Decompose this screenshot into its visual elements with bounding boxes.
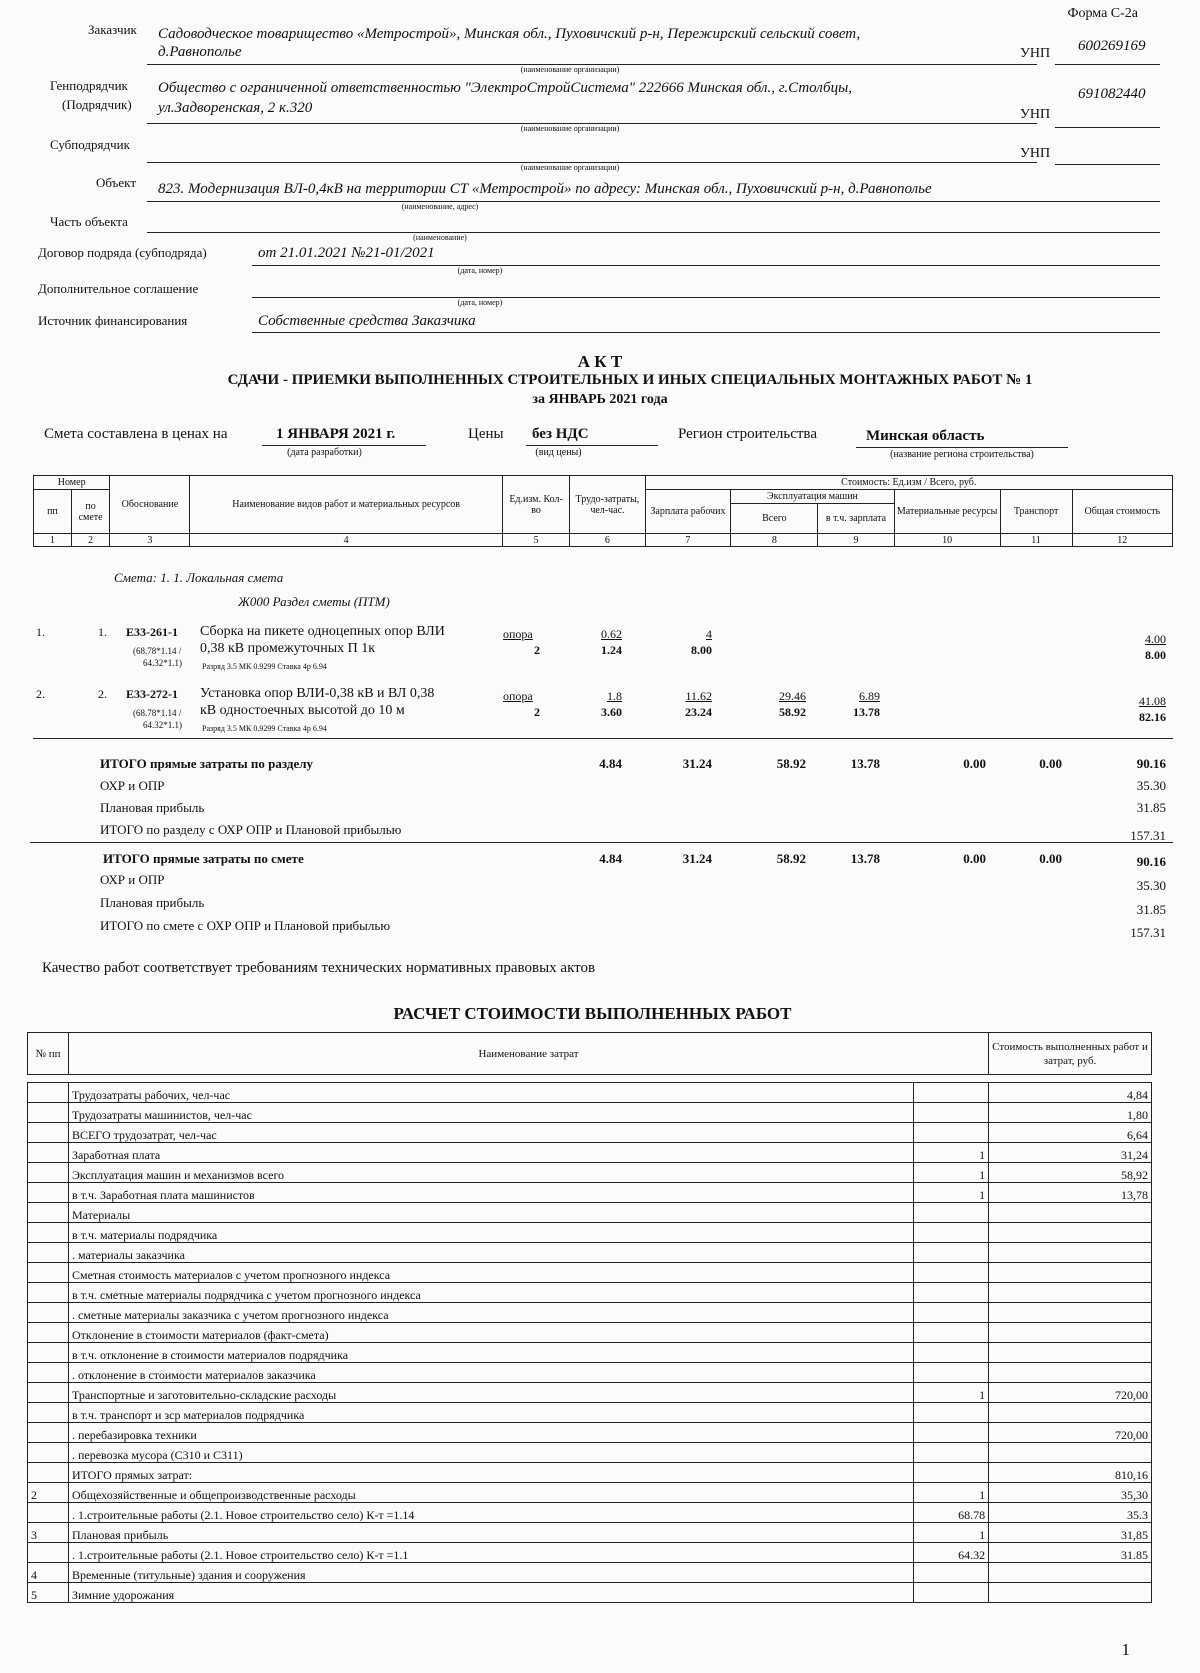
- estimate-line: Смета: 1. 1. Локальная смета: [114, 570, 284, 585]
- th-col-num: 11: [1000, 534, 1072, 547]
- item-total-unit: 4.00: [1145, 632, 1166, 646]
- calc-row: [28, 1323, 1152, 1343]
- contractor-label: Генподрядчик: [50, 78, 128, 93]
- item-labor-total: 1.24: [601, 643, 622, 657]
- calc-row-no: [28, 1383, 69, 1403]
- th-col-num: 3: [110, 534, 190, 547]
- item-coef-2: 64.32*1.1): [143, 658, 182, 668]
- th-transport: Транспорт: [1000, 490, 1072, 534]
- region-caption: (название региона строительства): [890, 449, 1034, 460]
- th-materials: Материальные ресурсы: [894, 490, 1000, 534]
- calc-row-no: [28, 1423, 69, 1443]
- calc-row-no: [28, 1343, 69, 1363]
- calc-row: [28, 1183, 1152, 1203]
- item-pp: 1.: [36, 625, 45, 639]
- calc-row: [28, 1403, 1152, 1423]
- calc-row-value: [989, 1583, 1152, 1603]
- calc-row-no: [28, 1403, 69, 1423]
- customer-unp: 600269169: [1078, 38, 1146, 54]
- customer-name-2: д.Равнополье: [158, 44, 242, 60]
- calc-row-coef: 1: [914, 1183, 989, 1203]
- item-labor-unit: 1.8: [607, 689, 622, 703]
- th-col-num: 2: [71, 534, 110, 547]
- estimate-grand-row: [0, 918, 1200, 938]
- section-wage: 31.24: [682, 756, 712, 771]
- item-wage-total: 23.24: [685, 705, 712, 719]
- calc-row-name: Отклонение в стоимости материалов (факт-смета): [68, 1323, 913, 1343]
- section-labor: 4.84: [599, 756, 622, 771]
- calc-row-no: [28, 1303, 69, 1323]
- th-cost-group: Стоимость: Ед.изм / Всего, руб.: [645, 476, 1172, 490]
- calc-row-value: 6,64: [989, 1123, 1152, 1143]
- customer-label: Заказчик: [88, 22, 137, 37]
- calc-row-no: 3: [28, 1523, 69, 1543]
- calc-row-name: Временные (титульные) здания и сооружения: [68, 1563, 913, 1583]
- works-table-header: [33, 475, 1173, 547]
- section-grand: 157.31: [1130, 828, 1166, 843]
- th-col-num: 5: [502, 534, 569, 547]
- calc-row-name: . сметные материалы заказчика с учетом прогнозного индекса: [68, 1303, 913, 1323]
- calc-row: [28, 1123, 1152, 1143]
- calc-row-name: в т.ч. Заработная плата машинистов: [68, 1183, 913, 1203]
- calc-row-no: [28, 1363, 69, 1383]
- th-col-num: 4: [190, 534, 502, 547]
- calc-row-no: [28, 1263, 69, 1283]
- section-profit-row: [0, 800, 1200, 820]
- calc-row-coef: [914, 1083, 989, 1103]
- act-period: за ЯНВАРЬ 2021 года: [532, 392, 668, 407]
- part-label: Часть объекта: [50, 214, 128, 229]
- calc-row-value: 58,92: [989, 1163, 1152, 1183]
- calc-row-name: в т.ч. транспорт и зср материалов подрядчика: [68, 1403, 913, 1423]
- section-grand-row: [0, 822, 1200, 842]
- item-code: Е33-261-1: [126, 625, 178, 639]
- section-total: 90.16: [1136, 756, 1166, 771]
- th-number: Номер: [34, 476, 110, 490]
- calc-row-coef: 1: [914, 1383, 989, 1403]
- calc-row: [28, 1363, 1152, 1383]
- item-no: 2.: [98, 687, 107, 701]
- calc-row-value: 4,84: [989, 1083, 1152, 1103]
- calc-row: [28, 1103, 1152, 1123]
- th-labor: Трудо-затраты, чел-час.: [570, 476, 645, 534]
- calc-row-coef: [914, 1243, 989, 1263]
- item-machine-total: 58.92: [779, 705, 806, 719]
- section-separator: [30, 842, 1173, 843]
- section-grand-label: ИТОГО по разделу с ОХР ОПР и Плановой прибылью: [100, 822, 402, 837]
- calc-row-no: [28, 1203, 69, 1223]
- addendum-label: Дополнительное соглашение: [38, 281, 199, 296]
- item-wage-unit: 11.62: [685, 689, 712, 703]
- estimate-profit-row: [0, 895, 1200, 915]
- estimate-labor: 4.84: [599, 851, 622, 866]
- calc-row-name: Общехозяйственные и общепроизводственные расходы: [68, 1483, 913, 1503]
- calc-row: [28, 1243, 1152, 1263]
- calc-row-value: [989, 1283, 1152, 1303]
- calc-row-coef: [914, 1583, 989, 1603]
- calc-row-coef: [914, 1363, 989, 1383]
- page-number: 1: [1121, 1640, 1130, 1659]
- estimate-date: 1 ЯНВАРЯ 2021 г.: [276, 426, 396, 442]
- calc-row-coef: [914, 1403, 989, 1423]
- part-underline: [147, 232, 1160, 233]
- subcontractor-unp-line: [1055, 164, 1160, 165]
- calc-row-name: Плановая прибыль: [68, 1523, 913, 1543]
- subcontractor-label: Субподрядчик: [50, 137, 130, 152]
- item-coef: (68.78*1.14 /: [133, 646, 182, 656]
- object-caption: (наименование, адрес): [401, 202, 479, 211]
- calc-row-value: 35,30: [989, 1483, 1152, 1503]
- item-total-total: 8.00: [1145, 648, 1166, 662]
- calc-row: [28, 1203, 1152, 1223]
- item-machine-unit: 29.46: [779, 689, 806, 703]
- calc-row: [28, 1263, 1152, 1283]
- calc-row-coef: 1: [914, 1483, 989, 1503]
- item-total-total: 82.16: [1139, 710, 1166, 724]
- calc-row-no: [28, 1283, 69, 1303]
- calc-row-value: [989, 1403, 1152, 1423]
- addendum-underline: [252, 297, 1160, 298]
- item-name: Установка опор ВЛИ-0,38 кВ и ВЛ 0,38: [200, 686, 435, 701]
- calc-row-value: 31,24: [989, 1143, 1152, 1163]
- item-no: 1.: [98, 625, 107, 639]
- calc-row-no: [28, 1103, 69, 1123]
- item-total-unit: 41.08: [1139, 694, 1166, 708]
- calc-row-coef: [914, 1323, 989, 1343]
- calc-row-coef: [914, 1303, 989, 1323]
- section-direct-row: [0, 756, 1200, 776]
- item-name-2: 0,38 кВ промежуточных П 1к: [200, 641, 376, 656]
- calc-row-value: [989, 1243, 1152, 1263]
- contract-value: от 21.01.2021 №21-01/2021: [258, 245, 435, 261]
- calc-row-value: [989, 1563, 1152, 1583]
- calc-row: [28, 1163, 1152, 1183]
- th-po-smete: по смете: [71, 490, 110, 534]
- estimate-profit-label: Плановая прибыль: [100, 895, 205, 910]
- calc-row-value: 810,16: [989, 1463, 1152, 1483]
- calc-row-coef: [914, 1343, 989, 1363]
- calc-row-name: . перебазировка техники: [68, 1423, 913, 1443]
- estimate-wage: 31.24: [682, 851, 712, 866]
- section-materials: 0.00: [963, 756, 986, 771]
- estimate-grand: 157.31: [1130, 925, 1166, 940]
- finance-label: Источник финансирования: [38, 313, 188, 328]
- calc-row-no: 5: [28, 1583, 69, 1603]
- calc-title: РАСЧЕТ СТОИМОСТИ ВЫПОЛНЕННЫХ РАБОТ: [393, 1004, 792, 1023]
- calc-row-name: Трудозатраты машинистов, чел-час: [68, 1103, 913, 1123]
- calc-row-coef: [914, 1103, 989, 1123]
- calc-row-value: [989, 1223, 1152, 1243]
- calc-row-coef: [914, 1123, 989, 1143]
- item-labor-unit: 0.62: [601, 627, 622, 641]
- item-coef: (68.78*1.14 /: [133, 708, 182, 718]
- calc-row-coef: [914, 1463, 989, 1483]
- calc-head-no: № пп: [28, 1033, 69, 1075]
- work-item: [0, 686, 1200, 746]
- calc-row-coef: 64.32: [914, 1543, 989, 1563]
- estimate-machine-wage: 13.78: [850, 851, 880, 866]
- estimate-grand-label: ИТОГО по смете с ОХР ОПР и Плановой прибылью: [100, 918, 391, 933]
- th-col-num: 8: [731, 534, 818, 547]
- addendum-caption: (дата, номер): [457, 298, 503, 307]
- form-number: Форма С-2а: [1067, 6, 1138, 21]
- estimate-caption: (дата разработки): [287, 447, 362, 458]
- th-name: Наименование видов работ и материальных ресурсов: [190, 476, 502, 534]
- estimate-total: 90.16: [1136, 854, 1166, 869]
- calc-row-no: [28, 1183, 69, 1203]
- contractor-unp-label: УНП: [1020, 107, 1051, 122]
- items-separator: [33, 738, 1173, 739]
- calc-row: [28, 1463, 1152, 1483]
- th-wage: Зарплата рабочих: [645, 490, 731, 534]
- calc-row-name: Заработная плата: [68, 1143, 913, 1163]
- quality-note: Качество работ соответствует требованиям технических нормативных правовых актов: [42, 960, 596, 976]
- calc-row-name: . отклонение в стоимости материалов заказчика: [68, 1363, 913, 1383]
- item-name: Сборка на пикете одноцепных опор ВЛИ: [200, 624, 445, 639]
- section-machine-wage: 13.78: [850, 756, 880, 771]
- calc-row: [28, 1383, 1152, 1403]
- section-ohr: 35.30: [1136, 778, 1166, 793]
- item-machine-wage-total: 13.78: [853, 705, 880, 719]
- customer-name: Садоводческое товарищество «Метрострой», Минская обл., Пуховичский р-н, Пережирский сельский совет,: [158, 26, 861, 42]
- item-rate: Разряд 3.5 МК 0.9299 Ставка 4р 6.94: [202, 724, 327, 733]
- calc-row-coef: [914, 1423, 989, 1443]
- item-wage-unit: 4: [706, 627, 712, 641]
- calc-row-value: [989, 1303, 1152, 1323]
- calc-row-name: Транспортные и заготовительно-складские расходы: [68, 1383, 913, 1403]
- calc-row-coef: 1: [914, 1163, 989, 1183]
- calc-head-cost: Стоимость выполненных работ и затрат, руб.: [989, 1033, 1152, 1075]
- calc-row-name: . 1.строительные работы (2.1. Новое строительство село) К-т =1.1: [68, 1543, 913, 1563]
- calc-row-coef: [914, 1563, 989, 1583]
- finance-underline: [252, 332, 1160, 333]
- calc-rows: [28, 1083, 1152, 1603]
- calc-row-value: 1,80: [989, 1103, 1152, 1123]
- calc-row-value: [989, 1263, 1152, 1283]
- calc-row-value: 720,00: [989, 1383, 1152, 1403]
- calc-row-name: . 1.строительные работы (2.1. Новое строительство село) К-т =1.14: [68, 1503, 913, 1523]
- calc-row-name: в т.ч. материалы подрядчика: [68, 1223, 913, 1243]
- item-name-2: кВ одностоечных высотой до 10 м: [200, 703, 405, 718]
- calc-row-name: . перевозка мусора (С310 и С311): [68, 1443, 913, 1463]
- estimate-materials: 0.00: [963, 851, 986, 866]
- calc-row-value: 31,85: [989, 1523, 1152, 1543]
- section-profit-label: Плановая прибыль: [100, 800, 205, 815]
- th-machine-total: Всего: [731, 504, 818, 534]
- th-machine-wage: в т.ч. зарплата: [818, 504, 894, 534]
- calc-row-name: ИТОГО прямых затрат:: [68, 1463, 913, 1483]
- object-label: Объект: [96, 175, 136, 190]
- estimate-profit: 31.85: [1136, 902, 1166, 917]
- item-machine-wage-unit: 6.89: [859, 689, 880, 703]
- calc-row-coef: [914, 1203, 989, 1223]
- th-col-num: 10: [894, 534, 1000, 547]
- calc-row-name: в т.ч. отклонение в стоимости материалов подрядчика: [68, 1343, 913, 1363]
- subcontractor-caption: (наименование организации): [520, 163, 620, 172]
- calc-row-no: 4: [28, 1563, 69, 1583]
- section-ohr-row: [0, 778, 1200, 798]
- section-machine: 58.92: [776, 756, 806, 771]
- estimate-ohr: 35.30: [1136, 878, 1166, 893]
- calc-row-value: 35.3: [989, 1503, 1152, 1523]
- calc-row-name: Трудозатраты рабочих, чел-час: [68, 1083, 913, 1103]
- section-ohr-label: ОХР и ОПР: [100, 778, 165, 793]
- contractor-label-2: (Подрядчик): [62, 97, 132, 112]
- contractor-unp-line: [1055, 127, 1160, 128]
- estimate-direct-label: ИТОГО прямые затраты по смете: [103, 851, 304, 866]
- object-underline: [147, 201, 1160, 202]
- th-col-num: 7: [645, 534, 731, 547]
- calc-row-name: . материалы заказчика: [68, 1243, 913, 1263]
- contract-label: Договор подряда (субподряда): [38, 245, 207, 260]
- calc-row-value: [989, 1443, 1152, 1463]
- contract-underline: [252, 265, 1160, 266]
- section-profit: 31.85: [1136, 800, 1166, 815]
- prices-label: Цены: [468, 426, 504, 442]
- calc-row: [28, 1083, 1152, 1103]
- calc-row-coef: [914, 1263, 989, 1283]
- calc-row-no: [28, 1503, 69, 1523]
- prices-value: без НДС: [532, 426, 589, 442]
- calc-row-name: в т.ч. сметные материалы подрядчика с учетом прогнозного индекса: [68, 1283, 913, 1303]
- contract-caption: (дата, номер): [457, 266, 503, 275]
- item-labor-total: 3.60: [601, 705, 622, 719]
- calc-row: [28, 1283, 1152, 1303]
- section-transport: 0.00: [1039, 756, 1062, 771]
- calc-row: [28, 1543, 1152, 1563]
- th-col-num: 9: [818, 534, 894, 547]
- calc-row-no: [28, 1463, 69, 1483]
- calc-row-coef: 1: [914, 1143, 989, 1163]
- calc-row: [28, 1143, 1152, 1163]
- calc-row-name: Эксплуатация машин и механизмов всего: [68, 1163, 913, 1183]
- calc-row-no: 2: [28, 1483, 69, 1503]
- estimate-ohr-row: [0, 872, 1200, 892]
- customer-caption: (наименование организации): [520, 65, 620, 74]
- calc-row-no: [28, 1083, 69, 1103]
- calc-row-no: [28, 1443, 69, 1463]
- section-direct-label: ИТОГО прямые затраты по разделу: [100, 756, 314, 771]
- calc-row-value: [989, 1343, 1152, 1363]
- estimate-label: Смета составлена в ценах на: [44, 426, 228, 442]
- calc-row-no: [28, 1143, 69, 1163]
- calc-row: [28, 1503, 1152, 1523]
- calc-row-no: [28, 1243, 69, 1263]
- item-unit: опора: [503, 627, 533, 641]
- calc-row: [28, 1423, 1152, 1443]
- item-code: Е33-272-1: [126, 687, 178, 701]
- th-machine-group: Эксплуатация машин: [731, 490, 894, 504]
- prices-caption: (вид цены): [535, 447, 582, 458]
- prices-line: [526, 445, 658, 446]
- calc-gap: [28, 1075, 1152, 1083]
- estimate-machine: 58.92: [776, 851, 806, 866]
- th-col-num: 6: [570, 534, 645, 547]
- calc-row-value: 31.85: [989, 1543, 1152, 1563]
- th-unit: Ед.изм. Кол-во: [502, 476, 569, 534]
- calc-row-name: Материалы: [68, 1203, 913, 1223]
- calc-row-name: ВСЕГО трудозатрат, чел-час: [68, 1123, 913, 1143]
- contractor-unp: 691082440: [1078, 86, 1146, 102]
- th-basis: Обоснование: [110, 476, 190, 534]
- calc-row-value: 720,00: [989, 1423, 1152, 1443]
- region-line: [856, 447, 1068, 448]
- estimate-transport: 0.00: [1039, 851, 1062, 866]
- contractor-name-2: ул.Задворенская, 2 к.320: [158, 100, 313, 116]
- estimate-date-line: [262, 445, 426, 446]
- act-title: А К Т: [577, 352, 623, 371]
- item-unit: опора: [503, 689, 533, 703]
- estimate-ohr-label: ОХР и ОПР: [100, 872, 165, 887]
- calc-head-name: Наименование затрат: [68, 1033, 988, 1075]
- subcontractor-unp-label: УНП: [1020, 146, 1051, 161]
- item-pp: 2.: [36, 687, 45, 701]
- act-subtitle: СДАЧИ - ПРИЕМКИ ВЫПОЛНЕННЫХ СТРОИТЕЛЬНЫХ И ИНЫХ СПЕЦИАЛЬНЫХ МОНТАЖНЫХ РАБОТ № 1: [227, 372, 1033, 388]
- calc-row: [28, 1583, 1152, 1603]
- item-rate: Разряд 3.5 МК 0.9299 Ставка 4р 6.94: [202, 662, 327, 671]
- th-col-num: 1: [34, 534, 72, 547]
- calc-row-no: [28, 1163, 69, 1183]
- th-pp: пп: [34, 490, 72, 534]
- calc-row-coef: [914, 1443, 989, 1463]
- calc-table: [27, 1032, 1152, 1603]
- calc-row-coef: 1: [914, 1523, 989, 1543]
- item-qty: 2: [534, 705, 540, 719]
- calc-row-name: Сметная стоимость материалов с учетом прогнозного индекса: [68, 1263, 913, 1283]
- calc-row-no: [28, 1223, 69, 1243]
- contractor-caption: (наименование организации): [520, 124, 620, 133]
- calc-row: [28, 1483, 1152, 1503]
- th-total: Общая стоимость: [1072, 490, 1172, 534]
- item-qty: 2: [534, 643, 540, 657]
- calc-row-value: [989, 1363, 1152, 1383]
- calc-row-coef: 68.78: [914, 1503, 989, 1523]
- calc-row: [28, 1443, 1152, 1463]
- section-line: Ж000 Раздел сметы (ПТМ): [238, 594, 390, 609]
- region-value: Минская область: [866, 428, 985, 444]
- finance-value: Собственные средства Заказчика: [258, 313, 476, 329]
- calc-row-no: [28, 1543, 69, 1563]
- object-name: 823. Модернизация ВЛ-0,4кВ на территории СТ «Метрострой» по адресу: Минская обл., Пуховичский р-н, д.Равнополье: [158, 181, 932, 197]
- calc-row-no: [28, 1323, 69, 1343]
- calc-row-value: [989, 1323, 1152, 1343]
- calc-row: [28, 1223, 1152, 1243]
- calc-row-value: [989, 1203, 1152, 1223]
- calc-row: [28, 1303, 1152, 1323]
- region-label: Регион строительства: [678, 426, 817, 442]
- calc-row-coef: [914, 1223, 989, 1243]
- customer-unp-label: УНП: [1020, 46, 1051, 61]
- work-item: [0, 624, 1200, 684]
- calc-row-value: 13,78: [989, 1183, 1152, 1203]
- item-wage-total: 8.00: [691, 643, 712, 657]
- estimate-direct-row: [0, 851, 1200, 871]
- customer-unp-line: [1055, 64, 1160, 65]
- calc-row: [28, 1563, 1152, 1583]
- item-coef-2: 64.32*1.1): [143, 720, 182, 730]
- calc-row: [28, 1343, 1152, 1363]
- part-caption: (наименование): [413, 233, 467, 242]
- calc-row: [28, 1523, 1152, 1543]
- calc-row-name: Зимние удорожания: [68, 1583, 913, 1603]
- calc-row-coef: [914, 1283, 989, 1303]
- calc-row-no: [28, 1123, 69, 1143]
- contractor-name: Общество с ограниченной ответственностью "ЭлектроСтройСистема" 222666 Минская обл., г.Столбцы,: [158, 80, 852, 96]
- th-col-num: 12: [1072, 534, 1172, 547]
